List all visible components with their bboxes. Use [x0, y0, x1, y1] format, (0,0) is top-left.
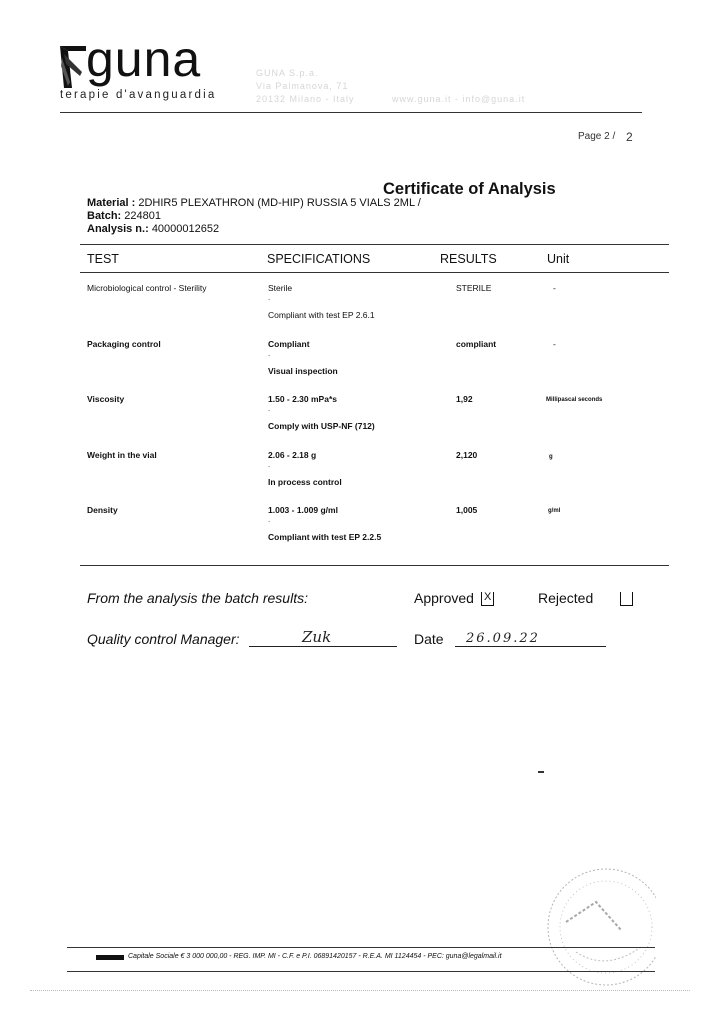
footer-company-info: Capitale Sociale € 3 000 000,00 - REG. IMP. MI - C.F. e P.I. 06891420157 - R.E.A. MI 1124454 - PEC: guna@legalmail.it	[128, 953, 502, 960]
company-web-faded: www.guna.it - info@guna.it	[392, 94, 526, 104]
brand-tagline: terapie d'avanguardia	[60, 89, 217, 101]
signature-line	[249, 646, 397, 647]
table-cell-test: Viscosity	[87, 394, 125, 404]
table-cell-spec: Compliant	[268, 339, 310, 349]
table-cell-spec: 1.50 - 2.30 mPa*s	[268, 394, 337, 404]
table-cell-result: 2,120	[456, 450, 478, 460]
column-header-results: RESULTS	[440, 252, 497, 266]
company-city-faded: 20132 Milano - Italy	[256, 94, 355, 104]
company-name-faded: GUNA S.p.a.	[256, 68, 319, 78]
table-cell-test: Microbiological control - Sterility	[87, 283, 207, 293]
table-cell-unit: g	[549, 454, 553, 460]
approved-check-mark: X	[484, 591, 492, 603]
analysis-label: Analysis n.:	[87, 223, 149, 235]
approved-label: Approved	[414, 590, 474, 606]
table-cell-test: Weight in the vial	[87, 450, 157, 460]
table-cell-spec-detail: Compliant with test EP 2.6.1	[268, 310, 375, 320]
rejected-label: Rejected	[538, 590, 594, 606]
column-header-unit: Unit	[547, 252, 570, 266]
material-label: Material :	[87, 197, 136, 209]
table-top-rule	[80, 244, 669, 245]
table-cell-spec-detail: Compliant with test EP 2.2.5	[268, 532, 382, 542]
footer-top-rule	[67, 947, 655, 948]
table-cell-dot: .	[268, 293, 271, 302]
table-bottom-rule	[80, 565, 669, 566]
table-cell-unit: Millipascal seconds	[546, 397, 603, 403]
rejected-checkbox[interactable]	[620, 592, 633, 606]
scan-edge-line	[30, 990, 690, 992]
table-cell-result: STERILE	[456, 283, 492, 293]
table-cell-dot: .	[268, 460, 271, 469]
date-line	[455, 646, 606, 647]
signature: Zuk	[302, 628, 332, 646]
table-cell-spec-detail: Comply with USP-NF (712)	[268, 421, 375, 431]
analysis-line	[87, 223, 219, 235]
batch-results-statement: From the analysis the batch results:	[87, 590, 308, 606]
approved-checkbox[interactable]	[481, 592, 494, 606]
table-cell-dot: .	[268, 349, 271, 358]
material-value: 2DHIR5 PLEXATHRON (MD-HIP) RUSSIA 5 VIALS 2ML /	[138, 197, 421, 209]
table-cell-spec-detail: In process control	[268, 477, 342, 487]
company-stamp-icon	[526, 852, 656, 1002]
table-cell-spec-detail: Visual inspection	[268, 366, 338, 376]
header-divider	[60, 112, 642, 113]
material-line	[87, 197, 421, 209]
table-cell-spec: Sterile	[268, 283, 293, 293]
date-value: 26.09.22	[466, 631, 540, 646]
date-label: Date	[414, 631, 444, 647]
table-cell-test: Packaging control	[87, 339, 161, 349]
page-total: 2	[626, 130, 633, 144]
table-cell-spec: 1.003 - 1.009 g/ml	[268, 505, 338, 515]
table-header-rule	[80, 272, 669, 273]
footer-bar-icon	[96, 955, 124, 960]
table-cell-unit: g/ml	[548, 508, 561, 514]
table-cell-test: Density	[87, 505, 118, 515]
table-cell-result: 1,92	[456, 394, 473, 404]
table-cell-spec: 2.06 - 2.18 g	[268, 450, 317, 460]
guna-logo-icon	[58, 42, 88, 92]
column-header-specifications: SPECIFICATIONS	[267, 252, 371, 266]
table-cell-dot: .	[268, 404, 271, 413]
table-cell-unit: -	[553, 339, 556, 349]
table-cell-dot: .	[268, 515, 271, 524]
page-number-label: Page 2 /	[578, 131, 616, 142]
brand-logo: guna	[86, 31, 202, 87]
analysis-value: 40000012652	[151, 223, 220, 235]
batch-label: Batch:	[87, 210, 122, 222]
stray-mark	[538, 771, 544, 773]
table-cell-result: compliant	[456, 339, 497, 349]
qc-manager-label: Quality control Manager:	[87, 631, 240, 647]
table-cell-result: 1,005	[456, 505, 478, 515]
footer-bottom-rule	[67, 971, 655, 972]
company-address-faded: Via Palmanova, 71	[256, 81, 349, 91]
batch-line	[87, 210, 161, 222]
batch-value: 224801	[124, 210, 162, 222]
column-header-test: TEST	[87, 252, 119, 266]
certificate-title: Certificate of Analysis	[383, 180, 556, 198]
table-cell-unit: -	[553, 283, 556, 293]
